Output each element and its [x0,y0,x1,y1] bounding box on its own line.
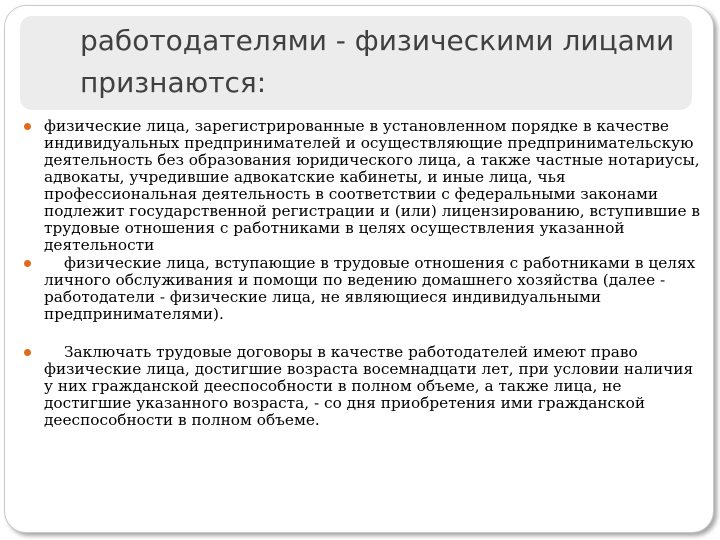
bullet-text: физические лица, зарегистрированные в установленном порядке в качестве индивидуальных предпринимателей и осуществляющие предпринимательскую деятельность без образования юридического лица, а также частные нотариусы, адвокаты, учредившие адвокатские кабинеты, и иные лица, чья профессиональная деятельность в соответствии с федеральными законами подлежит государственной регистрации и (или) лицензированию, вступившие в трудовые отношения с работниками в целях осуществления указанной деятельности [44,117,701,254]
bullet-item [22,118,702,254]
orange-dot-icon [24,260,31,267]
orange-dot-icon [24,349,31,356]
orange-dot-icon [24,123,31,130]
slide-title: работодателями - физическими лицами признаются: [80,24,675,99]
bullet-text: Заключать трудовые договоры в качестве работодателей имеют право физические лица, достигшие возраста восемнадцати лет, при условии наличия у них гражданской дееспособности в полном объеме, а также лица, не достигшие указанного возраста, - со дня приобретения ими гражданской дееспособности в полном объеме. [44,343,694,429]
bullet-item [22,344,702,429]
bullet-item [22,255,702,323]
slide-body [22,118,702,429]
bullet-text: физические лица, вступающие в трудовые отношения с работниками в целях личного обслуживания и помощи по ведению домашнего хозяйства (далее - работодатели - физические лица, не являющиеся индивидуальными предпринимателями). [44,254,696,323]
